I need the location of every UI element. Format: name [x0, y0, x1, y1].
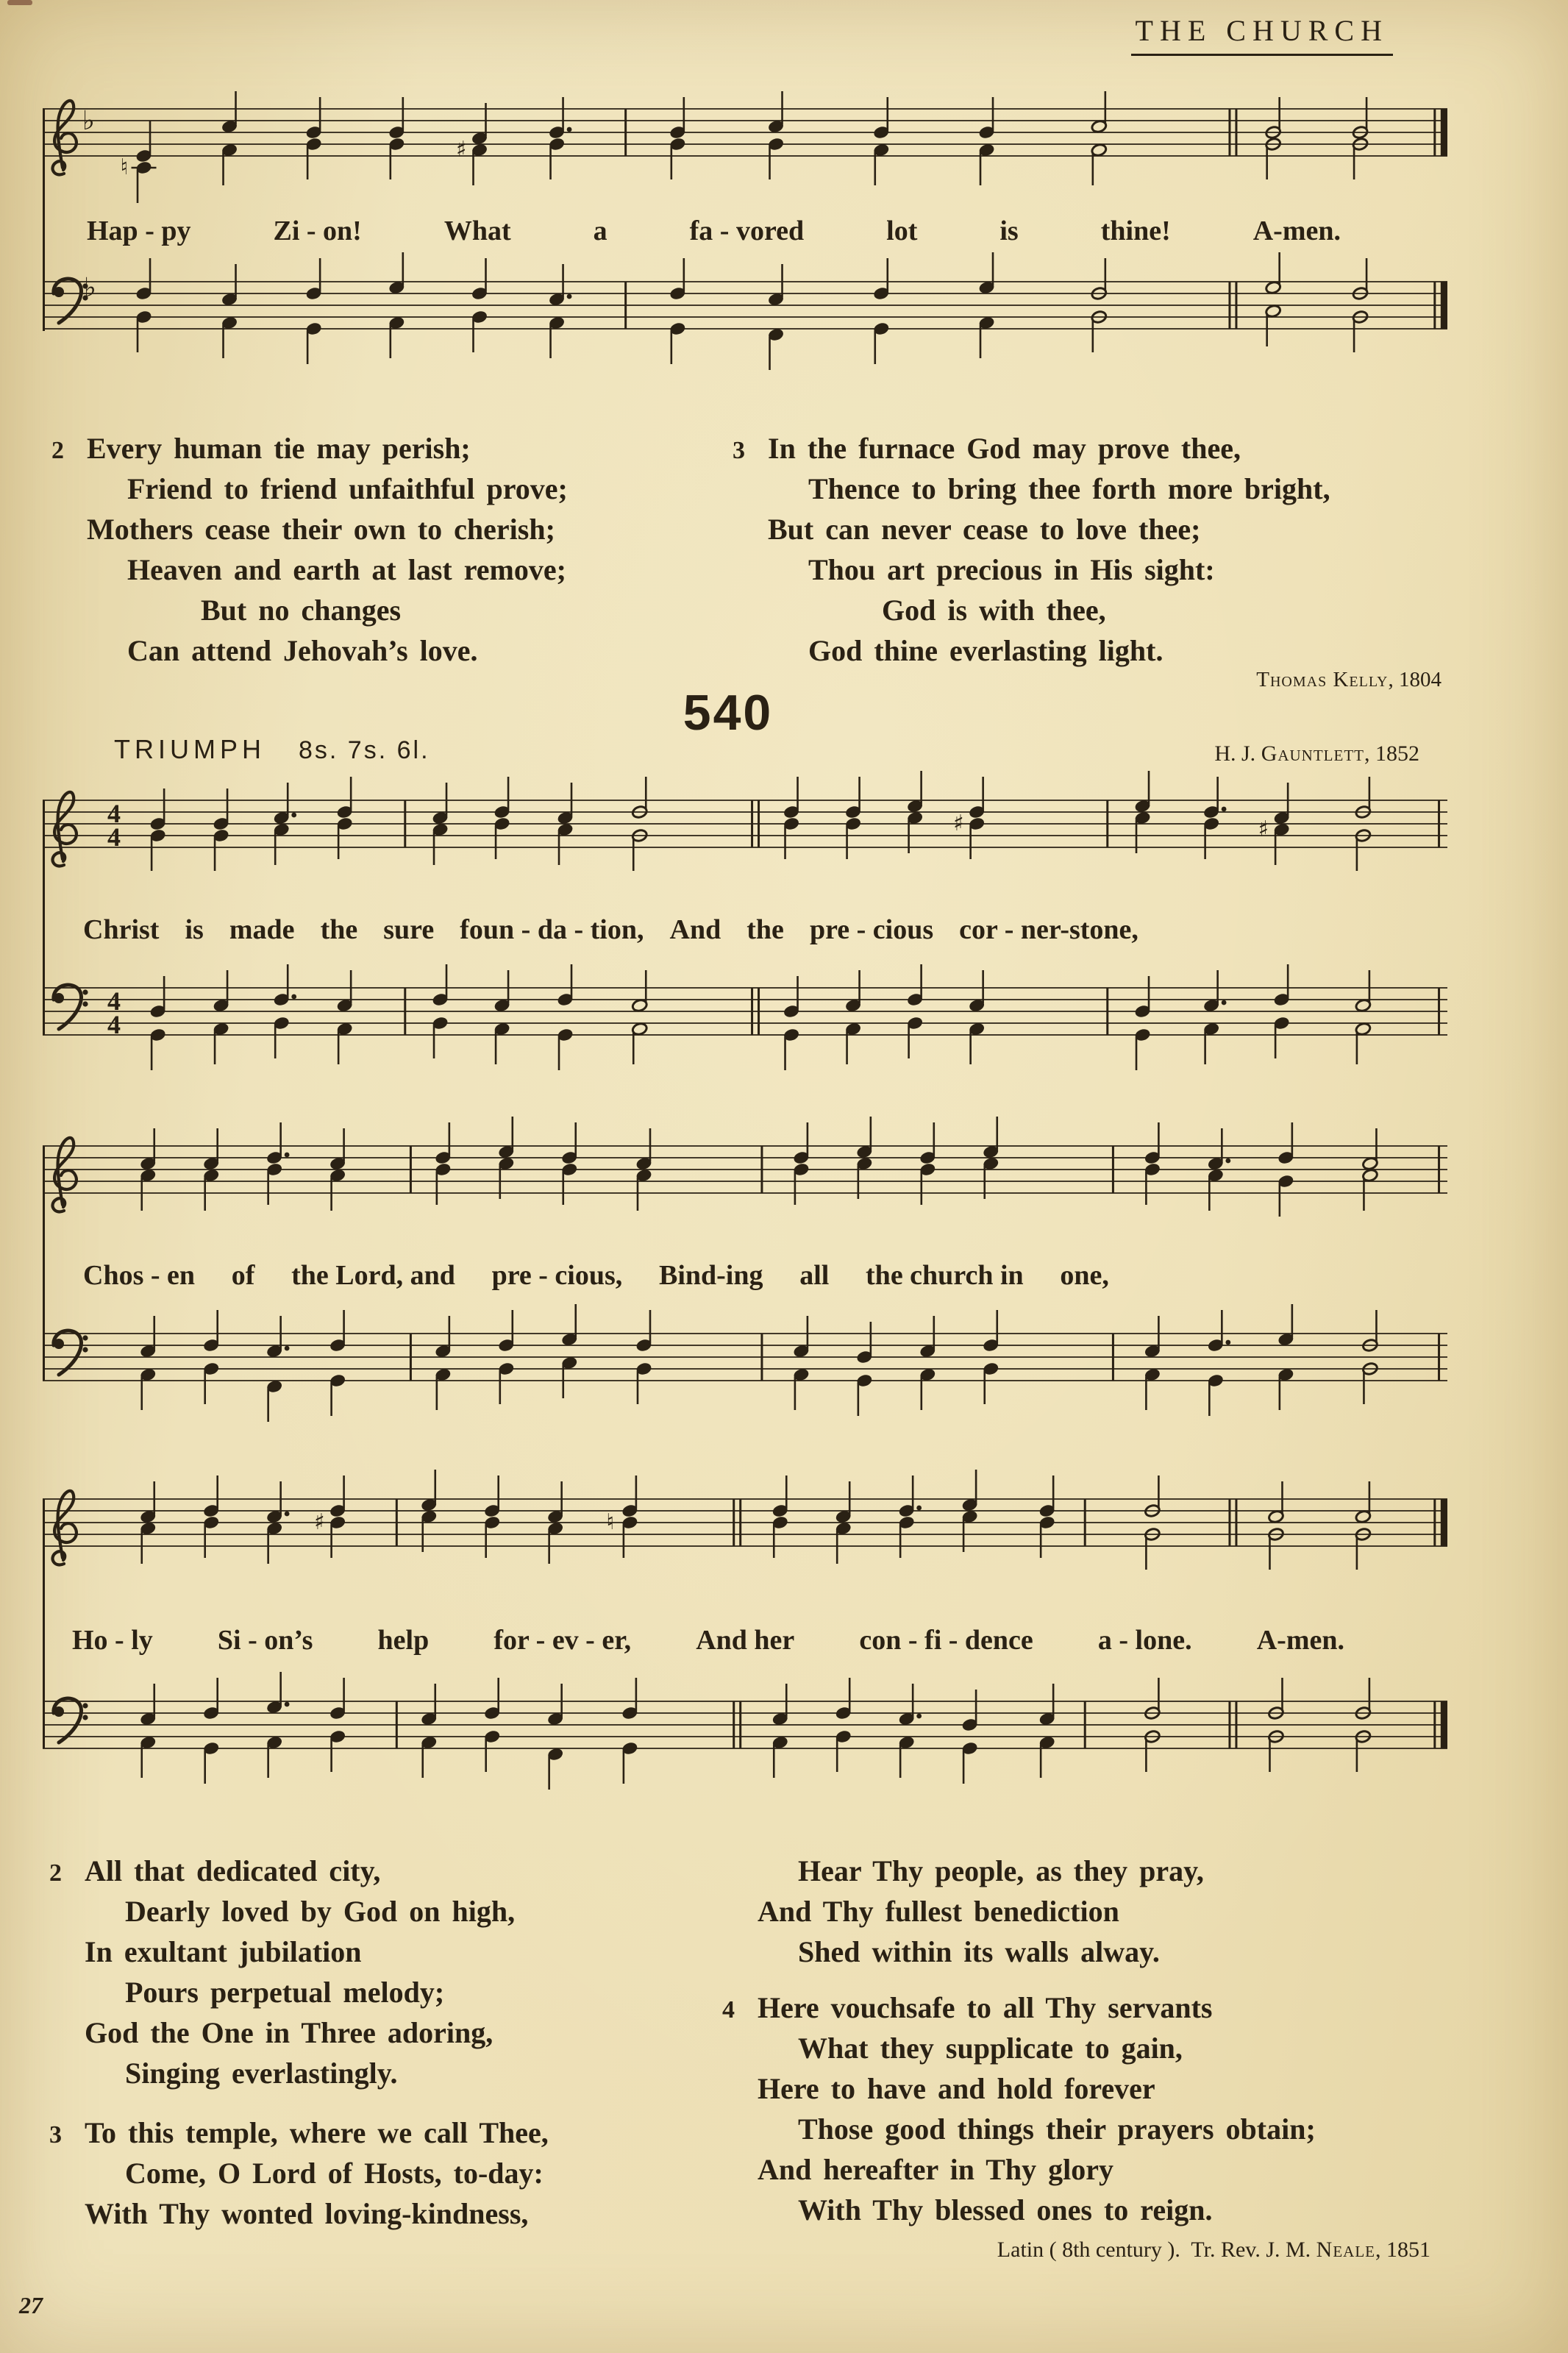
verse-line: In the furnace God may prove thee, [768, 432, 1241, 465]
accidental-icon: ♯ [1258, 816, 1269, 842]
augmentation-dot [1225, 1158, 1230, 1164]
bass-clef-dot [82, 1715, 88, 1720]
lyric-syllable: Bind-ing [658, 1260, 763, 1291]
verse-line: Pours perpetual melody; [125, 1976, 445, 2009]
hymn-system1-treble-staff [43, 768, 1447, 900]
verse-line: Shed within its walls alway. [798, 1935, 1160, 1968]
final-barline [1441, 109, 1447, 156]
hymn-verse-4 [722, 1987, 1316, 2230]
key-flat-icon: ♭ [82, 106, 95, 136]
chord [549, 264, 572, 358]
lyric-syllable: of [231, 1260, 255, 1291]
chord [919, 1316, 936, 1410]
lyric-syllable: lot [886, 216, 918, 246]
chord [873, 258, 890, 364]
system-start-barline [43, 800, 45, 1035]
translator-name: Neale [1316, 2238, 1375, 2262]
verse-line: To this temple, where we call Thee, [85, 2116, 549, 2149]
chord [669, 258, 686, 364]
attribution-year: , 1851 [1375, 2238, 1430, 2262]
lyric-syllable: Ho - ly [72, 1625, 153, 1656]
prev-hymn-verse-3 [733, 428, 1330, 671]
hymn-attribution [997, 2238, 1430, 2263]
accidental-icon: ♯ [456, 137, 467, 163]
augmentation-dot [285, 1346, 290, 1351]
chord [793, 1316, 810, 1410]
chord [213, 970, 229, 1064]
chord [1268, 1481, 1285, 1570]
chord [771, 1684, 788, 1778]
hymn-verse-3 [49, 2112, 549, 2234]
accidental-icon: ♮ [120, 154, 129, 180]
treble-clef-icon [53, 1491, 76, 1565]
lyric-syllable: is [999, 216, 1019, 246]
verse-line: And hereafter in Thy glory [758, 2153, 1114, 2186]
final-barline [1441, 1701, 1447, 1748]
verse-line: God the One in Three adoring, [85, 2016, 493, 2049]
accidental-icon: ♮ [606, 1509, 615, 1535]
chord [1355, 970, 1372, 1064]
chord [203, 1678, 220, 1784]
augmentation-dot [916, 1714, 922, 1719]
bass-clef-dot [82, 989, 88, 994]
chord [768, 91, 785, 179]
verse-number: 2 [51, 437, 64, 464]
chord [873, 97, 890, 185]
prev-hymn-bass-staff [43, 249, 1447, 382]
bass-clef-dot [82, 1001, 88, 1006]
lyric-syllable: one, [1060, 1260, 1109, 1291]
verse-line: Friend to friend unfaithful prove; [127, 472, 568, 505]
hymn-number: 540 [683, 685, 774, 741]
system-start-barline [43, 1499, 45, 1748]
chord [140, 1684, 157, 1778]
chord [898, 1684, 922, 1778]
signature-mark: 27 [19, 2292, 43, 2318]
lyric-syllable: a [593, 216, 607, 246]
lyric-syllable: foun - da - tion, [460, 914, 644, 945]
prev-hymn-verse-2 [51, 428, 568, 671]
chord [561, 1304, 578, 1398]
attribution-prefix: Latin ( 8th century ). Tr. Rev. J. M. [997, 2238, 1316, 2262]
hymn-lyric-line-1 [43, 914, 1447, 946]
hymn-system3-bass-staff [43, 1669, 1447, 1801]
lyric-syllable: Zi - on! [273, 216, 362, 246]
lyric-syllable: Si - on’s [217, 1625, 313, 1656]
verse-line: Mothers cease their own to cherish; [87, 513, 555, 546]
chord [221, 91, 238, 185]
hymn-lyric-line-2 [43, 1259, 1447, 1292]
hymn-system2-bass-staff [43, 1301, 1447, 1434]
chord [329, 1310, 346, 1416]
verse-line: But can never cease to love thee; [768, 513, 1201, 546]
lyric-syllable: con - fi - dence [859, 1625, 1033, 1656]
lyric-syllable: a - lone. [1097, 1625, 1192, 1656]
verse-line: Here vouchsafe to all Thy servants [758, 1991, 1213, 2024]
system-start-barline [43, 109, 45, 331]
lyric-syllable: A-men. [1252, 216, 1341, 246]
verse-line: Those good things their prayers obtain; [798, 2112, 1316, 2146]
author-name: Thomas Kelly [1256, 668, 1389, 691]
verse-line: God thine everlasting light. [808, 634, 1163, 667]
chord [631, 970, 648, 1064]
accidental-icon: ♯ [314, 1509, 325, 1535]
time-signature-upper: 4 [107, 799, 121, 828]
composer-credit [1214, 741, 1419, 766]
bass-clef-dot [82, 1703, 88, 1708]
verse-line: Here to have and hold forever [758, 2072, 1155, 2105]
lyric-syllable: Christ [83, 914, 160, 945]
augmentation-dot [285, 1153, 290, 1158]
augmentation-dot [291, 813, 296, 818]
chord [1203, 970, 1227, 1064]
verse-number: 3 [49, 2121, 62, 2149]
augmentation-dot [291, 994, 296, 1000]
prev-hymn-author [1256, 668, 1442, 692]
augmentation-dot [1222, 807, 1227, 812]
lyric-syllable: pre - cious, [491, 1260, 623, 1291]
hymn-verse-3-continued [758, 1851, 1204, 1972]
time-signature-lower: 4 [107, 1010, 121, 1039]
section-header: THE CHURCH [1131, 13, 1393, 56]
lyric-syllable: And [669, 914, 721, 945]
treble-clef-icon [53, 792, 76, 866]
tune-meter: 8s. 7s. 6l. [299, 736, 430, 764]
chord [969, 970, 986, 1064]
lyric-syllable: Hap - py [87, 216, 191, 246]
verse-line: Thence to bring thee forth more bright, [808, 472, 1330, 505]
hymn-verse-2 [49, 1851, 516, 2093]
augmentation-dot [1225, 1340, 1230, 1345]
lyric-syllable: help [377, 1625, 430, 1656]
lyric-syllable: fa - vored [689, 216, 805, 246]
lyric-syllable: pre - cious [809, 914, 934, 945]
composer-prefix: H. J. [1214, 741, 1261, 766]
lyric-syllable: the [746, 914, 784, 945]
verse-line: Dearly loved by God on high, [125, 1895, 516, 1928]
time-signature-lower: 4 [107, 822, 121, 852]
augmentation-dot [1222, 1000, 1227, 1005]
final-barline [1441, 1499, 1447, 1546]
verse-line: But no changes [201, 594, 402, 627]
verse-line: Thou art precious in His sight: [808, 553, 1215, 586]
composer-year: , 1852 [1364, 741, 1419, 766]
chord [140, 1316, 157, 1410]
final-barline [1441, 282, 1447, 329]
verse-number: 3 [733, 437, 745, 464]
chord [421, 1684, 438, 1778]
verse-line: And Thy fullest benediction [758, 1895, 1119, 1928]
prev-hymn-lyric-line [43, 215, 1447, 247]
author-year: , 1804 [1388, 668, 1442, 691]
composer-name: Gauntlett [1261, 741, 1364, 766]
time-signature-upper: 4 [107, 986, 121, 1016]
augmentation-dot [285, 1702, 290, 1707]
bass-clef-dot [82, 1335, 88, 1340]
hymn-system1-bass-staff [43, 955, 1447, 1088]
lyric-syllable: A-men. [1256, 1625, 1344, 1656]
prev-hymn-treble-staff [43, 76, 1447, 209]
lyric-syllable: the church in [866, 1260, 1024, 1291]
bass-clef-curve [54, 1698, 82, 1742]
lyric-syllable: is [185, 914, 204, 945]
tune-name: TRIUMPH [114, 734, 266, 764]
bass-clef-curve [54, 279, 82, 323]
chord [435, 1316, 452, 1410]
chord [1091, 91, 1108, 185]
verse-line: Every human tie may perish; [87, 432, 471, 465]
verse-line: Hear Thy people, as they pray, [798, 1854, 1204, 1887]
chord [1038, 1684, 1055, 1778]
bass-clef-dot [82, 1347, 88, 1352]
accidental-icon: ♯ [953, 811, 964, 836]
verse-line: God is with thee, [882, 594, 1106, 627]
hymn-system2-treble-staff [43, 1114, 1447, 1246]
chord [1265, 252, 1282, 346]
chord [493, 970, 510, 1064]
verse-line: With Thy wonted loving-kindness, [85, 2197, 529, 2230]
verse-line: All that dedicated city, [85, 1854, 381, 1887]
tune-title-line [114, 734, 430, 765]
augmentation-dot [285, 1512, 290, 1517]
lyric-syllable: the [320, 914, 358, 945]
verse-number: 2 [49, 1859, 62, 1887]
verse-line: In exultant jubilation [85, 1935, 362, 1968]
verse-line: With Thy blessed ones to reign. [798, 2193, 1213, 2226]
hymn-lyric-line-3 [43, 1624, 1447, 1656]
lyric-syllable: thine! [1100, 216, 1171, 246]
verse-line: What they supplicate to gain, [798, 2032, 1183, 2065]
verse-line: Come, O Lord of Hosts, to-day: [125, 2157, 544, 2190]
chord [978, 97, 995, 185]
verse-line: Can attend Jehovah’s love. [127, 634, 478, 667]
augmentation-dot [916, 1506, 922, 1511]
verse-line: Heaven and earth at last remove; [127, 553, 566, 586]
key-flat-icon: ♭ [84, 273, 96, 303]
chord [336, 970, 353, 1064]
lyric-syllable: for - ev - er, [493, 1625, 632, 1656]
chord [1144, 1316, 1161, 1410]
lyric-syllable: sure [383, 914, 435, 945]
verse-number: 4 [722, 1996, 735, 2023]
chord [1355, 1481, 1372, 1570]
chord [305, 258, 322, 364]
system-start-barline [43, 1146, 45, 1381]
lyric-syllable: What [443, 216, 511, 246]
treble-clef-icon [53, 101, 76, 175]
chord [557, 964, 574, 1070]
lyric-syllable: made [229, 914, 295, 945]
chord [845, 970, 862, 1064]
lyric-syllable: And her [696, 1625, 795, 1656]
lyric-syllable: all [799, 1260, 830, 1291]
lyric-syllable: Chos - en [83, 1260, 196, 1291]
chord [221, 264, 238, 358]
bass-clef-curve [54, 985, 82, 1029]
treble-clef-icon [53, 1138, 76, 1212]
hymn-system3-treble-staff [43, 1467, 1447, 1599]
chord [1208, 1310, 1231, 1416]
verse-line: Singing everlastingly. [125, 2057, 398, 2090]
augmentation-dot [567, 127, 572, 132]
scan-artifact [7, 0, 32, 5]
lyric-syllable: the Lord, and [291, 1260, 455, 1291]
lyric-syllable: cor - ner-stone, [959, 914, 1138, 945]
bass-clef-curve [54, 1331, 82, 1375]
augmentation-dot [567, 294, 572, 299]
chord [621, 1678, 638, 1784]
